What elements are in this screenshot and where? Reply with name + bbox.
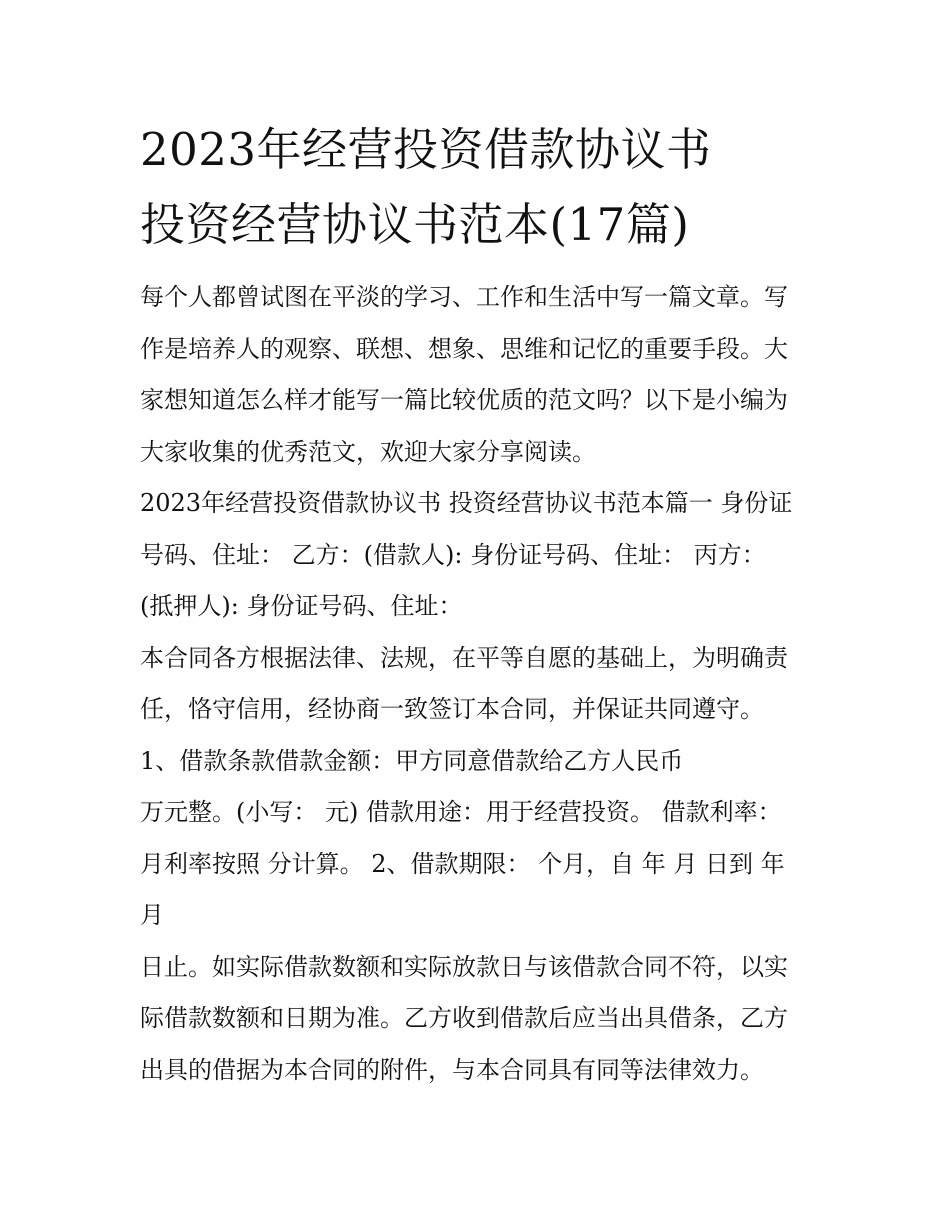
text-line: 际借款数额和日期为准。乙方收到借款后应当出具借条，乙方 <box>140 1004 788 1032</box>
paragraph-loan-period <box>140 942 820 1097</box>
text-line: 作是培养人的观察、联想、想象、思维和记忆的重要手段。大 <box>140 334 788 363</box>
text-line: 号码、住址： 乙方：(借款人): 身份证号码、住址： 丙方： <box>140 540 766 569</box>
text-line: (抵押人): 身份证号码、住址： <box>140 592 463 620</box>
text-line: 出具的借据为本合同的附件，与本合同具有同等法律效力。 <box>140 1055 764 1084</box>
text-line: 家想知道怎么样才能写一篇比较优质的范文吗？以下是小编为 <box>140 386 788 414</box>
paragraph-intro <box>140 272 820 478</box>
text-line: 日止。如实际借款数额和实际放款日与该借款合同不符，以实 <box>140 952 788 981</box>
text-line: 2023年经营投资借款协议书 投资经营协议书范本篇一 身份证 <box>140 489 793 517</box>
text-line: 大家收集的优秀范文，欢迎大家分享阅读。 <box>140 437 596 466</box>
text-line: 本合同各方根据法律、法规，在平等自愿的基础上，为明确责 <box>140 643 788 672</box>
document-body <box>140 272 820 1096</box>
title-line-2: 投资经营协议书范本(17篇) <box>140 198 690 251</box>
text-line: 月利率按照 分计算。 2、借款期限： 个月，自 年 月 日到 年 <box>140 849 785 878</box>
paragraph-clause-1 <box>140 736 820 788</box>
paragraph-loan-terms <box>140 787 820 942</box>
text-line: 月 <box>140 901 164 929</box>
text-line: 1、借款条款借款金额：甲方同意借款给乙方人民币 <box>140 746 684 775</box>
paragraph-parties <box>140 478 820 633</box>
document-title <box>140 112 820 262</box>
paragraph-preamble <box>140 633 820 736</box>
text-line: 任，恪守信用，经协商一致签订本合同，并保证共同遵守。 <box>140 695 764 723</box>
text-line: 万元整。(小写： 元) 借款用途：用于经营投资。 借款利率： <box>140 798 782 826</box>
title-line-1: 2023年经营投资借款协议书 <box>140 123 712 176</box>
text-line: 每个人都曾试图在平淡的学习、工作和生活中写一篇文章。写 <box>140 283 788 311</box>
